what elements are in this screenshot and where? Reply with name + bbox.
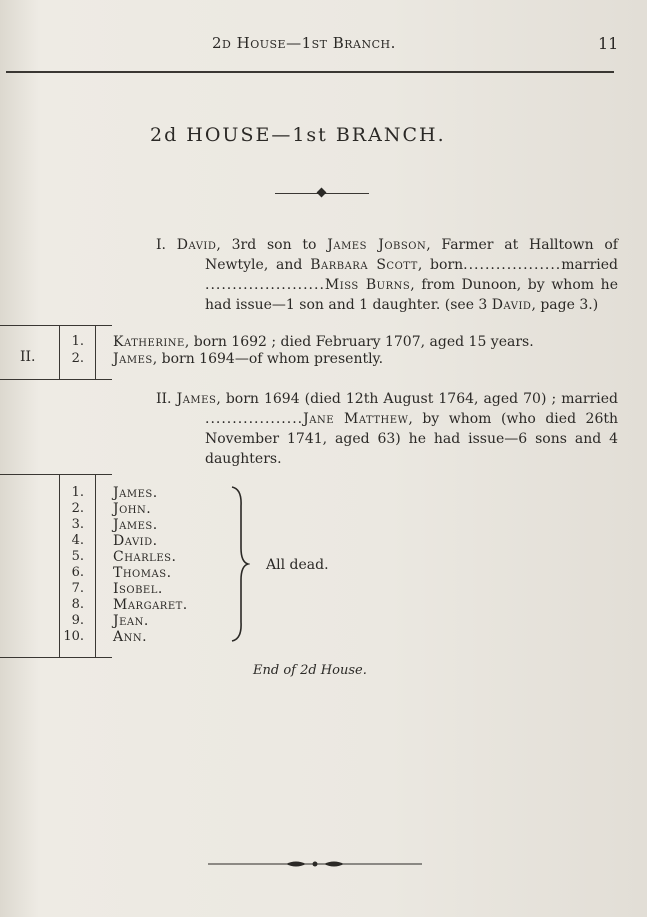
child-name: James. xyxy=(113,485,158,501)
child-number: 2. xyxy=(71,501,84,516)
child-number: 4. xyxy=(71,533,84,548)
running-header xyxy=(0,34,647,58)
child-name: Ann. xyxy=(113,629,148,645)
status-note: All dead. xyxy=(266,557,329,573)
child-name: Jean. xyxy=(113,613,149,629)
generation-table-1 xyxy=(0,325,112,380)
child-number: 1. xyxy=(71,485,84,500)
child-entry: Katherine, born 1692 ; died February 1707, aged 15 years. xyxy=(113,334,534,350)
generation-table-2 xyxy=(0,474,112,658)
running-title: 2d House—1st Branch. xyxy=(212,34,396,52)
child-name: John. xyxy=(113,501,152,517)
child-number: 1. xyxy=(71,334,84,349)
end-note: End of 2d House. xyxy=(253,663,367,678)
child-number: 5. xyxy=(71,549,84,564)
generation-label: II. xyxy=(20,349,36,365)
entry-james: II. James, born 1694 (died 12th August 1764, aged 70) ; married ..................Jane Matthew, by whom (who died 26th November 1741, aged 63) he had issue—6 sons and 4 daughters. xyxy=(156,391,619,467)
child-name: Margaret. xyxy=(113,597,188,613)
child-name: Charles. xyxy=(113,549,177,565)
right-brace xyxy=(230,486,250,642)
child-number: 6. xyxy=(71,565,84,580)
child-entry: James, born 1694—of whom presently. xyxy=(113,351,384,367)
child-number: 2. xyxy=(71,351,84,366)
page-number: 11 xyxy=(598,34,619,53)
child-number: 8. xyxy=(71,597,84,612)
child-name: James. xyxy=(113,517,158,533)
child-number: 10. xyxy=(63,629,84,644)
closing-ornament xyxy=(208,858,422,870)
child-number: 7. xyxy=(71,581,84,596)
section-title: 2d HOUSE—1st BRANCH. xyxy=(150,124,446,146)
child-number: 9. xyxy=(71,613,84,628)
entry-david: I. David, 3rd son to James Jobson, Farmer at Halltown of Newtyle, and Barbara Scott, born..................married ......................Miss Burns, from Dunoon, by whom he had issue—1 son and 1 daughter. (see 3 David, page 3.) xyxy=(156,237,618,313)
title-ornament xyxy=(275,188,369,198)
child-name: Isobel. xyxy=(113,581,163,597)
child-name: Thomas. xyxy=(113,565,172,581)
header-rule xyxy=(6,71,614,73)
child-number: 3. xyxy=(71,517,84,532)
child-name: David. xyxy=(113,533,158,549)
